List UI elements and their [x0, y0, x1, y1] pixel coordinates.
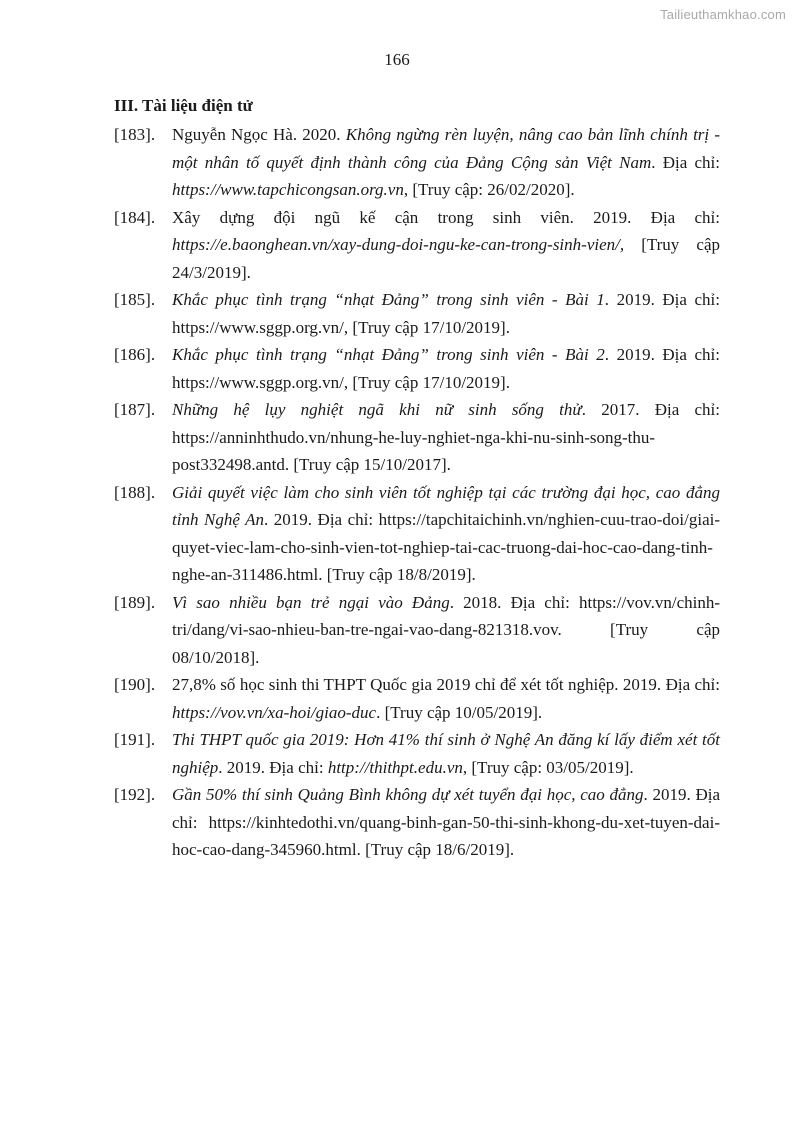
reference-title: Gần 50% thí sinh Quảng Bình không dự xét tuyển đại học, cao đẳng [172, 785, 644, 804]
section-heading: III. Tài liệu điện tử [114, 96, 253, 115]
reference-access-date: . [Truy cập 15/10/2017]. [284, 455, 451, 474]
reference-title: Những hệ lụy nghiệt ngã khi nữ sinh sống thử [172, 400, 582, 419]
reference-number: [191]. [114, 730, 156, 749]
reference-meta: . 2019. Địa chỉ: [263, 510, 379, 529]
reference-access-date: , [Truy cập: 26/02/2020]. [403, 180, 575, 199]
reference-text [172, 204, 720, 287]
reference-meta: . 2019. Địa chỉ: [604, 345, 720, 364]
reference-meta: . 2019. Địa chỉ: [218, 757, 328, 777]
reference-entry [114, 341, 720, 396]
reference-url[interactable]: https://www.tapchicongsan.org.vn [172, 180, 404, 199]
reference-access-date: . [Truy cập 10/05/2019]. [376, 702, 543, 722]
reference-access-date: . [Truy cập 18/6/2019]. [356, 840, 515, 859]
reference-access-date: , [Truy cập 17/10/2019]. [343, 372, 510, 392]
reference-text [172, 286, 720, 341]
reference-entry [114, 286, 720, 341]
reference-access-date: [Truy cập 24/3/2019]. [172, 235, 720, 282]
watermark-text: Tailieuthamkhao.com [660, 7, 786, 22]
reference-number: [183]. [114, 125, 156, 144]
reference-meta: . 2019. Địa chỉ: [172, 785, 721, 832]
reference-meta: . 2017. Địa chỉ: [581, 400, 720, 419]
reference-entry [114, 396, 720, 479]
reference-title: Khắc phục tình trạng “nhạt Đảng” trong sinh viên - Bài 1 [172, 290, 605, 309]
reference-url[interactable]: https://anninhthudo.vn/nhung-he-luy-nghiet-nga-khi-nu-sinh-song-thu-post332498.antd [172, 427, 656, 474]
page-number: 166 [384, 50, 410, 69]
reference-text [172, 396, 720, 479]
reference-entry [114, 121, 720, 204]
reference-number: [185]. [114, 290, 156, 309]
reference-author: 27,8% số học sinh thi THPT Quốc gia 2019 chỉ để xét tốt nghiệp. 2019. Địa chỉ: [172, 675, 720, 694]
reference-title: Không ngừng rèn luyện, nâng cao bản lĩnh chính trị - một nhân tố quyết định thành công của Đảng Cộng sản Việt Nam [172, 125, 721, 172]
reference-number: [187]. [114, 400, 156, 419]
reference-number: [189]. [114, 592, 156, 612]
reference-url[interactable]: https://vov.vn/xa-hoi/giao-duc [172, 702, 377, 722]
reference-author: Xây dựng đội ngũ kế cận trong sinh viên. 2019. Địa chỉ: [172, 207, 720, 227]
reference-entry [114, 726, 720, 781]
reference-access-date: . [Truy cập 18/8/2019]. [318, 565, 476, 584]
reference-meta: . Địa chỉ: [651, 152, 720, 172]
reference-number: [190]. [114, 675, 156, 694]
reference-url[interactable]: https://tapchitaichinh.vn/nghien-cuu-trao-doi/giai-quyet-viec-lam-cho-sinh-vien-tot-nghiep-tai-cac-truong-dai-hoc-cao-dang-tinh-nghe-an-311486.html [172, 510, 720, 584]
reference-entry [114, 781, 720, 864]
reference-meta: . 2019. Địa chỉ: [604, 290, 720, 309]
reference-text [172, 121, 720, 204]
reference-url[interactable]: http://thithpt.edu.vn [327, 757, 463, 777]
reference-author: Nguyễn Ngọc Hà. 2020. [172, 125, 346, 144]
reference-text [172, 726, 720, 781]
reference-url[interactable]: https://e.baonghean.vn/xay-dung-doi-ngu-ke-can-trong-sinh-vien/, [172, 235, 625, 254]
reference-list [114, 121, 720, 864]
reference-url[interactable]: https://kinhtedothi.vn/quang-binh-gan-50-thi-sinh-khong-du-xet-tuyen-dai-hoc-cao-dang-345960.html [172, 812, 720, 859]
reference-entry [114, 204, 720, 287]
reference-entry [114, 671, 720, 726]
reference-title: Khắc phục tình trạng “nhạt Đảng” trong sinh viên - Bài 2 [172, 345, 605, 364]
reference-meta: . 2018. Địa chỉ: [449, 592, 579, 612]
reference-number: [184]. [114, 207, 156, 227]
reference-access-date: . [Truy cập 08/10/2018]. [172, 620, 720, 667]
reference-access-date: , [Truy cập: 03/05/2019]. [462, 757, 634, 777]
reference-url[interactable]: https://www.sggp.org.vn/ [172, 372, 344, 392]
reference-entry [114, 589, 720, 672]
reference-url[interactable]: https://vov.vn/chinh-tri/dang/vi-sao-nhieu-ban-tre-ngai-vao-dang-821318.vov [172, 592, 720, 639]
reference-text [172, 671, 720, 726]
reference-number: [188]. [114, 482, 156, 502]
reference-entry [114, 479, 720, 589]
reference-text [172, 589, 720, 672]
reference-title: Vì sao nhiều bạn trẻ ngại vào Đảng [172, 592, 450, 612]
reference-title: Thi THPT quốc gia 2019: Hơn 41% thí sinh ở Nghệ An đăng kí lấy điểm xét tốt nghiệp [172, 730, 720, 777]
reference-text [172, 479, 720, 589]
reference-text [172, 781, 720, 864]
reference-number: [186]. [114, 345, 156, 364]
reference-url[interactable]: https://www.sggp.org.vn/ [172, 317, 344, 337]
reference-number: [192]. [114, 785, 156, 804]
reference-access-date: , [Truy cập 17/10/2019]. [343, 317, 510, 337]
reference-title: Giải quyết việc làm cho sinh viên tốt nghiệp tại các trường đại học, cao đẳng tỉnh Nghệ An [172, 482, 720, 529]
reference-text [172, 341, 720, 396]
